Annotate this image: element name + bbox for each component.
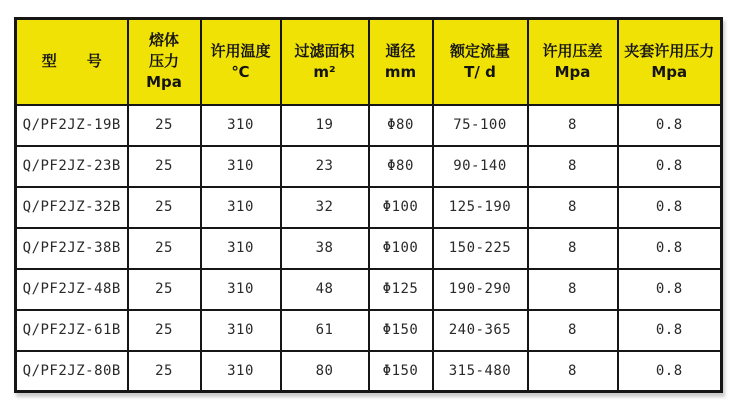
- cell-diameter: Φ125: [369, 269, 433, 310]
- cell-jacket-pressure: 0.8: [618, 310, 722, 351]
- cell-filter-area: 61: [281, 310, 369, 351]
- header-line: ℃: [231, 62, 250, 81]
- cell-model: Q/PF2JZ-48B: [16, 269, 128, 310]
- header-line: mm: [384, 62, 417, 81]
- cell-model: Q/PF2JZ-32B: [16, 187, 128, 228]
- cell-filter-area: 23: [281, 146, 369, 187]
- cell-filter-area: 32: [281, 187, 369, 228]
- cell-pressure-diff: 8: [528, 187, 618, 228]
- cell-melt-pressure: 25: [128, 351, 201, 392]
- cell-temperature: 310: [201, 228, 281, 269]
- table-row: [16, 310, 722, 351]
- cell-melt-pressure: 25: [128, 228, 201, 269]
- cell-temperature: 310: [201, 105, 281, 146]
- cell-model: Q/PF2JZ-19B: [16, 105, 128, 146]
- spec-table: [14, 17, 723, 393]
- column-header-pressure-diff: [528, 19, 618, 105]
- header-line: Mpa: [554, 62, 591, 81]
- cell-model: Q/PF2JZ-61B: [16, 310, 128, 351]
- cell-diameter: Φ150: [369, 351, 433, 392]
- column-header-diameter: [369, 19, 433, 105]
- cell-rated-flow: 240-365: [433, 310, 528, 351]
- cell-diameter: Φ80: [369, 105, 433, 146]
- header-line: 压力: [148, 52, 179, 71]
- cell-jacket-pressure: 0.8: [618, 351, 722, 392]
- cell-melt-pressure: 25: [128, 146, 201, 187]
- column-header-temperature: [201, 19, 281, 105]
- cell-filter-area: 48: [281, 269, 369, 310]
- cell-jacket-pressure: 0.8: [618, 146, 722, 187]
- header-line: Mpa: [651, 62, 688, 81]
- cell-pressure-diff: 8: [528, 105, 618, 146]
- cell-pressure-diff: 8: [528, 228, 618, 269]
- cell-model: Q/PF2JZ-38B: [16, 228, 128, 269]
- table-row: [16, 351, 722, 392]
- header-line: 许用压差: [542, 41, 603, 60]
- cell-melt-pressure: 25: [128, 310, 201, 351]
- header-line: 过滤面积: [294, 41, 355, 60]
- cell-rated-flow: 90-140: [433, 146, 528, 187]
- column-header-model: [16, 19, 128, 105]
- cell-jacket-pressure: 0.8: [618, 269, 722, 310]
- cell-diameter: Φ80: [369, 146, 433, 187]
- cell-model: Q/PF2JZ-23B: [16, 146, 128, 187]
- cell-rated-flow: 75-100: [433, 105, 528, 146]
- column-header-rated-flow: [433, 19, 528, 105]
- cell-model: Q/PF2JZ-80B: [16, 351, 128, 392]
- cell-filter-area: 19: [281, 105, 369, 146]
- header-row: [16, 19, 722, 105]
- cell-rated-flow: 190-290: [433, 269, 528, 310]
- cell-temperature: 310: [201, 351, 281, 392]
- cell-rated-flow: 125-190: [433, 187, 528, 228]
- header-line: 型 号: [41, 52, 102, 71]
- cell-diameter: Φ150: [369, 310, 433, 351]
- header-line: 额定流量: [449, 41, 510, 60]
- cell-jacket-pressure: 0.8: [618, 228, 722, 269]
- column-header-filter-area: [281, 19, 369, 105]
- cell-jacket-pressure: 0.8: [618, 187, 722, 228]
- header-line: T/ d: [464, 62, 496, 81]
- cell-temperature: 310: [201, 269, 281, 310]
- cell-jacket-pressure: 0.8: [618, 105, 722, 146]
- cell-temperature: 310: [201, 310, 281, 351]
- table-row: [16, 269, 722, 310]
- header-line: 夹套许用压力: [624, 41, 715, 60]
- header-line: m²: [313, 62, 336, 81]
- cell-diameter: Φ100: [369, 228, 433, 269]
- cell-diameter: Φ100: [369, 187, 433, 228]
- cell-filter-area: 80: [281, 351, 369, 392]
- cell-pressure-diff: 8: [528, 310, 618, 351]
- table-row: [16, 146, 722, 187]
- cell-pressure-diff: 8: [528, 269, 618, 310]
- header-line: 许用温度: [210, 41, 271, 60]
- header-line: 熔体: [148, 31, 179, 50]
- column-header-jacket-pressure: [618, 19, 722, 105]
- cell-pressure-diff: 8: [528, 351, 618, 392]
- table-row: [16, 228, 722, 269]
- header-line: 通径: [385, 41, 416, 60]
- cell-pressure-diff: 8: [528, 146, 618, 187]
- cell-rated-flow: 150-225: [433, 228, 528, 269]
- table-row: [16, 105, 722, 146]
- cell-melt-pressure: 25: [128, 187, 201, 228]
- cell-rated-flow: 315-480: [433, 351, 528, 392]
- cell-melt-pressure: 25: [128, 269, 201, 310]
- cell-melt-pressure: 25: [128, 105, 201, 146]
- table-row: [16, 187, 722, 228]
- column-header-melt-pressure: [128, 19, 201, 105]
- cell-temperature: 310: [201, 146, 281, 187]
- cell-filter-area: 38: [281, 228, 369, 269]
- cell-temperature: 310: [201, 187, 281, 228]
- header-line: Mpa: [146, 73, 182, 92]
